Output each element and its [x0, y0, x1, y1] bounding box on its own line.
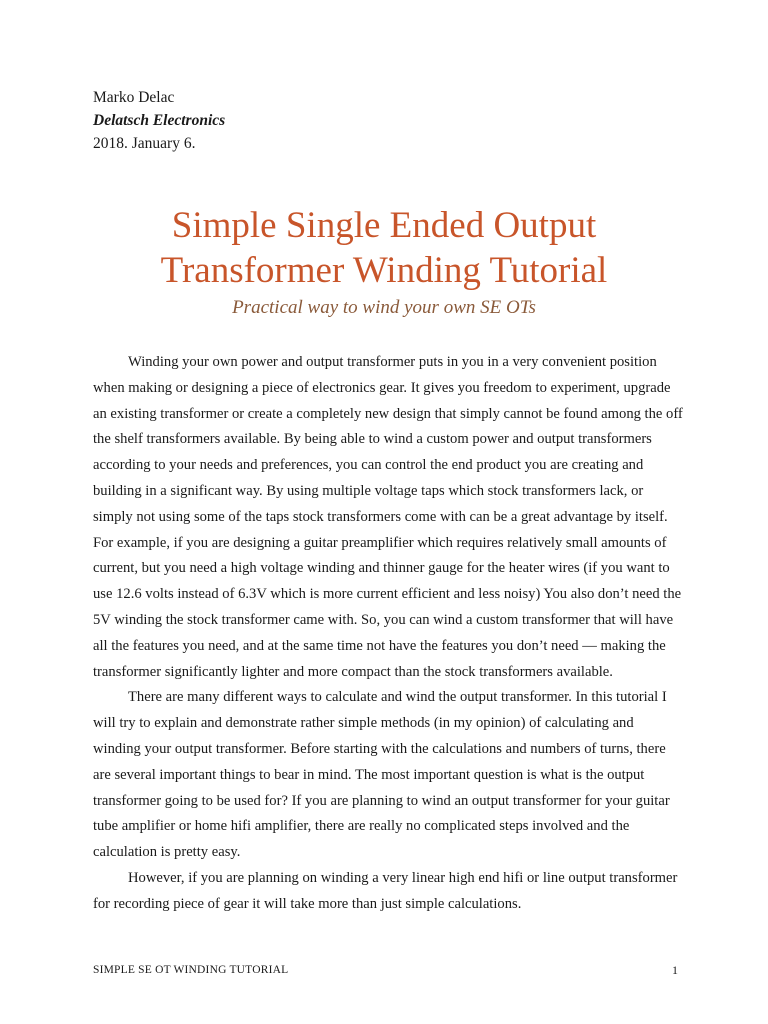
- body-text: [93, 350, 683, 918]
- author-name: Marko Delac: [93, 89, 175, 106]
- paragraph-3: However, if you are planning on winding a very linear high end hifi or line output transformer for recording piece of gear it will take more than just simple calculations.: [93, 869, 678, 912]
- author-block: [93, 86, 225, 155]
- document-title: [0, 203, 768, 293]
- running-footer-title: SIMPLE SE OT WINDING TUTORIAL: [93, 964, 289, 976]
- title-line-1: Simple Single Ended Output: [171, 205, 597, 246]
- company-name: Delatsch Electronics: [93, 112, 226, 129]
- page-number: 1: [672, 963, 678, 977]
- paragraph-1: Winding your own power and output transformer puts in you in a very convenient position when making or designing a piece of electronics gear. It gives you freedom to experiment, upgrade an existing transformer or create a completely new design that simply cannot be found among the off the shelf transformers available. By being able to wind a custom power and output transformers according to your needs and preferences, you can control the end product you are creating and building in a significant way. By using multiple voltage taps which stock transformers lack, or simply not using some of the taps stock transformers come with can be a great advantage by itself. For example, if you are designing a guitar preamplifier which requires relatively small amounts of current, but you need a high voltage winding and thinner gauge for the heater wires (if you want to use 12.6 volts instead of 6.3V which is more current efficient and less noisy) You also don’t need the 5V winding the stock transformer came with. So, you can wind a custom transformer that will have all the features you need, and at the same time not have the features you don’t need — making the transformer significantly lighter and more compact than the stock transformers available.: [93, 354, 683, 680]
- document-date: 2018. January 6.: [93, 135, 196, 152]
- paragraph-2: There are many different ways to calculate and wind the output transformer. In this tutorial I will try to explain and demonstrate rather simple methods (in my opinion) of calculating and winding your output transformer. Before starting with the calculations and numbers of turns, there are several important things to bear in mind. The most important question is what is the output transformer going to be used for? If you are planning to wind an output transformer for your guitar tube amplifier or home hifi amplifier, there are really no complicated steps involved and the calculation is pretty easy.: [93, 689, 670, 861]
- document-subtitle: Practical way to wind your own SE OTs: [232, 297, 536, 318]
- title-line-2: Transformer Winding Tutorial: [160, 250, 608, 291]
